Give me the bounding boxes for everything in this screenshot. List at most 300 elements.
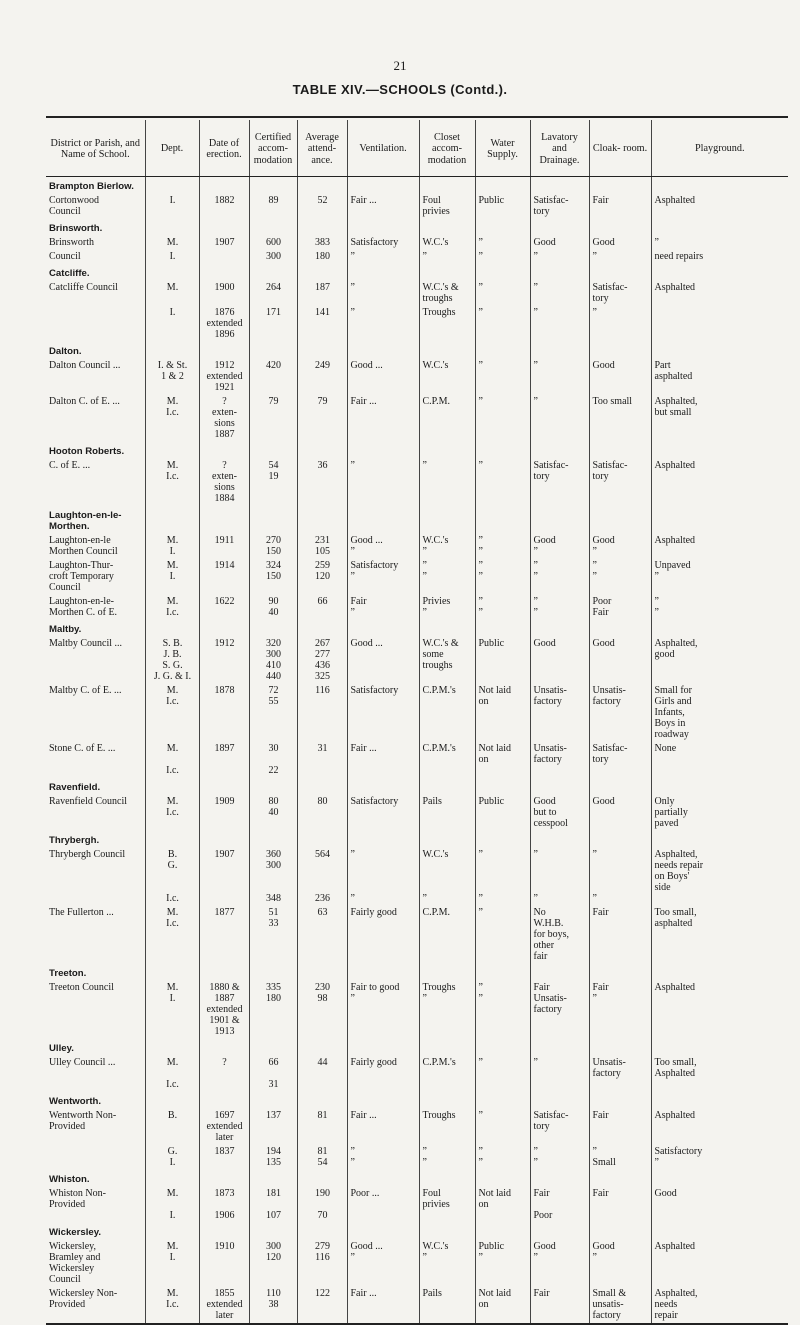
empty-cell: [419, 264, 475, 281]
table-cell: ”: [475, 906, 530, 964]
table-cell: C.P.M.: [419, 906, 475, 964]
table-cell: 320 300 410 440: [249, 637, 297, 684]
table-cell: ”: [475, 281, 530, 306]
empty-cell: [199, 1170, 249, 1187]
table-row: [46, 848, 788, 906]
empty-cell: [419, 620, 475, 637]
section-name: Ravenfield.: [49, 782, 101, 793]
section-name: Brinsworth.: [49, 223, 103, 234]
table-cell: Foul privies: [419, 194, 475, 219]
empty-cell: [651, 177, 788, 195]
table-cell: Maltby Council ...: [49, 638, 123, 649]
table-cell: Ulley Council ...: [49, 1057, 116, 1068]
table-cell: 80 40: [249, 795, 297, 831]
col-header: District or Parish, and Name of School.: [46, 120, 145, 177]
table-cell: ”: [475, 1056, 530, 1092]
table-cell: Unsatis- factory: [530, 742, 589, 778]
table-cell: ”: [589, 306, 651, 342]
empty-cell: [249, 442, 297, 459]
table-cell: Good ...: [347, 359, 419, 395]
section-row: [46, 778, 788, 795]
table-cell: Fair ...: [347, 395, 419, 442]
table-cell: 1880 & 1887 extended 1901 & 1913: [199, 981, 249, 1039]
empty-cell: [419, 1170, 475, 1187]
table-cell: Good but to cesspool: [530, 795, 589, 831]
table-cell: 1909: [199, 795, 249, 831]
table-cell: Asphalted, good: [651, 637, 788, 684]
table-cell: ?: [199, 1056, 249, 1092]
empty-cell: [347, 1039, 419, 1056]
table-cell: M. I.c.: [145, 1056, 199, 1092]
table-cell: 36: [297, 459, 347, 506]
table-cell: Unsatis- factory: [589, 1056, 651, 1092]
table-row: [46, 459, 788, 506]
table-cell: Troughs: [419, 306, 475, 342]
col-header: Lavatory and Drainage.: [530, 120, 589, 177]
table-cell: ” ”: [347, 848, 419, 906]
empty-cell: [651, 964, 788, 981]
table-cell: M.: [145, 236, 199, 250]
table-cell: Unsatis- factory: [589, 684, 651, 742]
table-row: [46, 1109, 788, 1145]
table-cell: 122: [297, 1287, 347, 1324]
empty-cell: [589, 620, 651, 637]
table-cell: 279 116: [297, 1240, 347, 1287]
table-cell: Asphalted: [651, 194, 788, 219]
table-cell: Laughton-Thur- croft Temporary Council: [49, 560, 114, 593]
empty-cell: [297, 264, 347, 281]
table-cell: 335 180: [249, 981, 297, 1039]
empty-cell: [530, 1092, 589, 1109]
table-cell: Part asphalted: [651, 359, 788, 395]
col-header: Ventilation.: [347, 120, 419, 177]
table-cell: Good: [651, 1187, 788, 1223]
table-cell: Asphalted: [651, 281, 788, 306]
col-header: Playground.: [651, 120, 788, 177]
empty-cell: [589, 778, 651, 795]
section-name: Ulley.: [49, 1043, 74, 1054]
table-cell: Good: [530, 236, 589, 250]
table-cell: 1911: [199, 534, 249, 559]
section-name: Wickersley.: [49, 1227, 102, 1238]
empty-cell: [297, 1223, 347, 1240]
empty-cell: [347, 1170, 419, 1187]
empty-cell: [475, 1223, 530, 1240]
table-row: [46, 559, 788, 595]
table-row: [46, 795, 788, 831]
table-row: [46, 281, 788, 306]
empty-cell: [475, 177, 530, 195]
section-name: Laughton-en-le- Morthen.: [49, 510, 122, 532]
empty-cell: [475, 1170, 530, 1187]
table-cell: Only partially paved: [651, 795, 788, 831]
section-name: Whiston.: [49, 1174, 90, 1185]
empty-cell: [249, 219, 297, 236]
empty-cell: [589, 964, 651, 981]
table-cell: M. I.c.: [145, 684, 199, 742]
table-cell: Public: [475, 637, 530, 684]
empty-cell: [347, 442, 419, 459]
empty-cell: [297, 778, 347, 795]
table-cell: 79: [249, 395, 297, 442]
table-cell: ” ”: [589, 848, 651, 906]
table-cell: I.: [145, 194, 199, 219]
table-cell: Satisfac- tory: [530, 194, 589, 219]
table-cell: ” ”: [475, 559, 530, 595]
table-cell: 300 120: [249, 1240, 297, 1287]
section-name: Dalton.: [49, 346, 82, 357]
table-cell: Troughs ”: [419, 981, 475, 1039]
empty-cell: [249, 620, 297, 637]
table-row: [46, 981, 788, 1039]
table-cell: 1897: [199, 742, 249, 778]
table-cell: Satisfac- tory: [530, 459, 589, 506]
table-cell: Too small, asphalted: [651, 906, 788, 964]
table-cell: M. I.c.: [145, 906, 199, 964]
empty-cell: [199, 831, 249, 848]
empty-cell: [297, 177, 347, 195]
table-cell: 564 236: [297, 848, 347, 906]
section-row: [46, 177, 788, 195]
empty-cell: [297, 1092, 347, 1109]
empty-cell: [297, 831, 347, 848]
table-cell: Fair: [589, 906, 651, 964]
table-cell: The Fullerton ...: [49, 907, 114, 918]
table-cell: 249: [297, 359, 347, 395]
table-cell: I.: [145, 250, 199, 264]
table-cell: Fair: [530, 1287, 589, 1324]
table-row: [46, 684, 788, 742]
table-cell: None: [651, 742, 788, 778]
table-row: [46, 1145, 788, 1170]
table-cell: 90 40: [249, 595, 297, 620]
table-cell: Good ”: [589, 1240, 651, 1287]
section-row: [46, 964, 788, 981]
table-cell: Unpaved ”: [651, 559, 788, 595]
table-cell: Small & unsatis- factory: [589, 1287, 651, 1324]
table-cell: ” Small: [589, 1145, 651, 1170]
col-header: Closet accom- modation: [419, 120, 475, 177]
col-header: Cloak- room.: [589, 120, 651, 177]
table-cell: 80: [297, 795, 347, 831]
empty-cell: [145, 964, 199, 981]
empty-cell: [199, 964, 249, 981]
table-cell: ”: [347, 281, 419, 306]
empty-cell: [249, 1092, 297, 1109]
table-cell: Good ”: [530, 534, 589, 559]
table-row: [46, 637, 788, 684]
col-header: Date of erection.: [199, 120, 249, 177]
table-cell: C. of E. ...: [49, 460, 91, 471]
table-cell: I. & St. 1 & 2: [145, 359, 199, 395]
table-cell: Asphalted: [651, 1240, 788, 1287]
table-cell: Satisfac- tory: [589, 459, 651, 506]
table-cell: 1914: [199, 559, 249, 595]
empty-cell: [145, 219, 199, 236]
table-cell: ” ”: [347, 1145, 419, 1170]
table-cell: Whiston Non- Provided: [49, 1188, 106, 1210]
empty-cell: [475, 1039, 530, 1056]
table-cell: M. I.: [145, 1240, 199, 1287]
empty-cell: [199, 506, 249, 534]
section-row: [46, 1170, 788, 1187]
empty-cell: [651, 1039, 788, 1056]
empty-cell: [249, 831, 297, 848]
page-number: 21: [393, 58, 407, 73]
table-cell: ”: [651, 236, 788, 250]
table-cell: 1907: [199, 848, 249, 906]
table-cell: Treeton Council: [49, 982, 114, 993]
table-cell: 63: [297, 906, 347, 964]
table-cell: Good ”: [589, 534, 651, 559]
table-cell: Good: [589, 236, 651, 250]
table-cell: M. I.: [145, 534, 199, 559]
table-cell: ” ”: [530, 1145, 589, 1170]
table-cell: Asphalted, but small: [651, 395, 788, 442]
table-cell: Asphalted, needs repair: [651, 1287, 788, 1324]
table-cell: 190 70: [297, 1187, 347, 1223]
empty-cell: [419, 219, 475, 236]
table-cell: ? exten- sions 1884: [199, 459, 249, 506]
table-cell: Cortonwood Council: [49, 195, 99, 217]
table-cell: Satisfactory: [347, 236, 419, 250]
table-cell: Stone C. of E. ...: [49, 743, 116, 754]
empty-cell: [347, 831, 419, 848]
empty-cell: [589, 219, 651, 236]
empty-cell: [347, 264, 419, 281]
section-row: [46, 342, 788, 359]
empty-cell: [297, 1039, 347, 1056]
empty-cell: [475, 264, 530, 281]
top-rule: [46, 116, 788, 118]
table-cell: No W.H.B. for boys, other fair: [530, 906, 589, 964]
table-cell: [46, 306, 145, 342]
table-body: [46, 177, 788, 1325]
section-row: [46, 620, 788, 637]
empty-cell: [419, 506, 475, 534]
empty-cell: [249, 1223, 297, 1240]
empty-cell: [297, 964, 347, 981]
table-cell: Good ”: [530, 1240, 589, 1287]
table-cell: ” ”: [475, 534, 530, 559]
table-cell: 141: [297, 306, 347, 342]
empty-cell: [297, 506, 347, 534]
empty-cell: [249, 778, 297, 795]
table-cell: 110 38: [249, 1287, 297, 1324]
empty-cell: [530, 342, 589, 359]
table-cell: W.C.'s ”: [419, 534, 475, 559]
table-cell: Wentworth Non- Provided: [49, 1110, 117, 1132]
table-cell: Asphalted: [651, 534, 788, 559]
table-cell: [651, 306, 788, 342]
table-cell: 44: [297, 1056, 347, 1092]
table-cell: 270 150: [249, 534, 297, 559]
empty-cell: [530, 1039, 589, 1056]
table-row: [46, 250, 788, 264]
empty-cell: [145, 1092, 199, 1109]
empty-cell: [199, 219, 249, 236]
table-cell: Satisfactory: [347, 684, 419, 742]
table-cell: M. I.c.: [145, 595, 199, 620]
table-cell: Maltby C. of E. ...: [49, 685, 122, 696]
table-cell: Good: [530, 637, 589, 684]
table-cell: 52: [297, 194, 347, 219]
table-row: [46, 906, 788, 964]
table-cell: W.C.'s & some troughs: [419, 637, 475, 684]
header-row: [46, 120, 788, 177]
table-cell: B.: [145, 1109, 199, 1145]
table-cell: ”: [530, 1056, 589, 1092]
empty-cell: [530, 264, 589, 281]
table-cell: M. I.c.: [145, 742, 199, 778]
table-cell: Satisfac- tory: [589, 742, 651, 778]
empty-cell: [145, 831, 199, 848]
table-cell: Too small, Asphalted: [651, 1056, 788, 1092]
table-cell: 1697 extended later: [199, 1109, 249, 1145]
table-cell: Catcliffe Council: [49, 282, 118, 293]
table-cell: I.: [145, 306, 199, 342]
empty-cell: [651, 506, 788, 534]
table-cell: 1910: [199, 1240, 249, 1287]
table-cell: 116: [297, 684, 347, 742]
empty-cell: [347, 778, 419, 795]
section-name: Catcliffe.: [49, 268, 90, 279]
schools-table: [46, 120, 788, 1325]
empty-cell: [475, 831, 530, 848]
table-cell: M. I.c.: [145, 795, 199, 831]
empty-cell: [419, 177, 475, 195]
table-cell: Not laid on: [475, 742, 530, 778]
empty-cell: [589, 1092, 651, 1109]
col-header: Water Supply.: [475, 120, 530, 177]
table-cell: ”: [475, 306, 530, 342]
empty-cell: [419, 831, 475, 848]
table-cell: Good ... ”: [347, 1240, 419, 1287]
table-cell: 1873 1906: [199, 1187, 249, 1223]
empty-cell: [530, 506, 589, 534]
table-cell: Poor Fair: [589, 595, 651, 620]
table-cell: Fair ”: [589, 981, 651, 1039]
table-row: [46, 1187, 788, 1223]
empty-cell: [199, 264, 249, 281]
table-cell: 1622: [199, 595, 249, 620]
empty-cell: [419, 964, 475, 981]
empty-cell: [249, 506, 297, 534]
table-cell: ” ”: [530, 848, 589, 906]
section-name: Brampton Bierlow.: [49, 181, 134, 192]
section-row: [46, 442, 788, 459]
empty-cell: [145, 1170, 199, 1187]
table-cell: Satisfac- tory: [530, 1109, 589, 1145]
empty-cell: [145, 506, 199, 534]
table-cell: Poor ...: [347, 1187, 419, 1223]
table-cell: Public: [475, 194, 530, 219]
empty-cell: [475, 1092, 530, 1109]
table-cell: Public ”: [475, 1240, 530, 1287]
empty-cell: [475, 778, 530, 795]
empty-cell: [530, 1170, 589, 1187]
table-cell: 89: [249, 194, 297, 219]
empty-cell: [347, 342, 419, 359]
table-cell: 81 54: [297, 1145, 347, 1170]
empty-cell: [651, 1092, 788, 1109]
table-cell: Fair Poor: [530, 1187, 589, 1223]
table-cell: Laughton-en-le- Morthen C. of E.: [49, 596, 118, 618]
empty-cell: [651, 778, 788, 795]
table-cell: Satisfactory ”: [347, 559, 419, 595]
empty-cell: [199, 620, 249, 637]
table-row: [46, 1056, 788, 1092]
empty-cell: [145, 442, 199, 459]
table-cell: Fair Unsatis- factory: [530, 981, 589, 1039]
table-row: [46, 236, 788, 250]
section-row: [46, 1092, 788, 1109]
table-cell: Wickersley Non- Provided: [46, 1287, 145, 1324]
table-row: [46, 395, 788, 442]
table-cell: ”: [475, 250, 530, 264]
empty-cell: [249, 1170, 297, 1187]
empty-cell: [297, 620, 347, 637]
table-cell: 31: [297, 742, 347, 778]
empty-cell: [530, 620, 589, 637]
table-cell: C.P.M.'s: [419, 1056, 475, 1092]
table-cell: 1855 extended later: [199, 1287, 249, 1324]
table-cell: ” ”: [651, 595, 788, 620]
empty-cell: [145, 1223, 199, 1240]
table-cell: Too small: [589, 395, 651, 442]
empty-cell: [475, 219, 530, 236]
empty-cell: [199, 1223, 249, 1240]
table-cell: W.C.'s: [419, 236, 475, 250]
table-cell: ”: [347, 306, 419, 342]
table-cell: 1878: [199, 684, 249, 742]
table-cell: [46, 1145, 145, 1170]
table-cell: Satisfac- tory: [589, 281, 651, 306]
empty-cell: [347, 1223, 419, 1240]
empty-cell: [651, 620, 788, 637]
table-cell: 600: [249, 236, 297, 250]
empty-cell: [530, 442, 589, 459]
table-cell: ”: [475, 359, 530, 395]
empty-cell: [530, 1223, 589, 1240]
table-cell: Fair ...: [347, 1109, 419, 1145]
empty-cell: [347, 964, 419, 981]
table-cell: ” ”: [475, 595, 530, 620]
table-cell: Fair ...: [347, 1287, 419, 1324]
empty-cell: [145, 264, 199, 281]
table-cell: ”: [475, 459, 530, 506]
empty-cell: [199, 1092, 249, 1109]
empty-cell: [145, 342, 199, 359]
table-cell: 1877: [199, 906, 249, 964]
table-cell: Not laid on: [475, 684, 530, 742]
table-cell: Not laid on: [475, 1187, 530, 1223]
table-cell: Asphalted, needs repair on Boys' side: [651, 848, 788, 906]
table-cell: M. I.: [145, 981, 199, 1039]
table-cell: Fair: [589, 194, 651, 219]
empty-cell: [475, 442, 530, 459]
table-cell: ” ”: [589, 559, 651, 595]
empty-cell: [589, 1170, 651, 1187]
table-cell: 1882: [199, 194, 249, 219]
empty-cell: [347, 1092, 419, 1109]
table-cell: M.: [145, 281, 199, 306]
table-row: [46, 359, 788, 395]
table-cell: Asphalted: [651, 981, 788, 1039]
table-cell: ” ”: [475, 848, 530, 906]
table-cell: Brinsworth: [49, 237, 94, 248]
table-cell: ” ”: [530, 595, 589, 620]
